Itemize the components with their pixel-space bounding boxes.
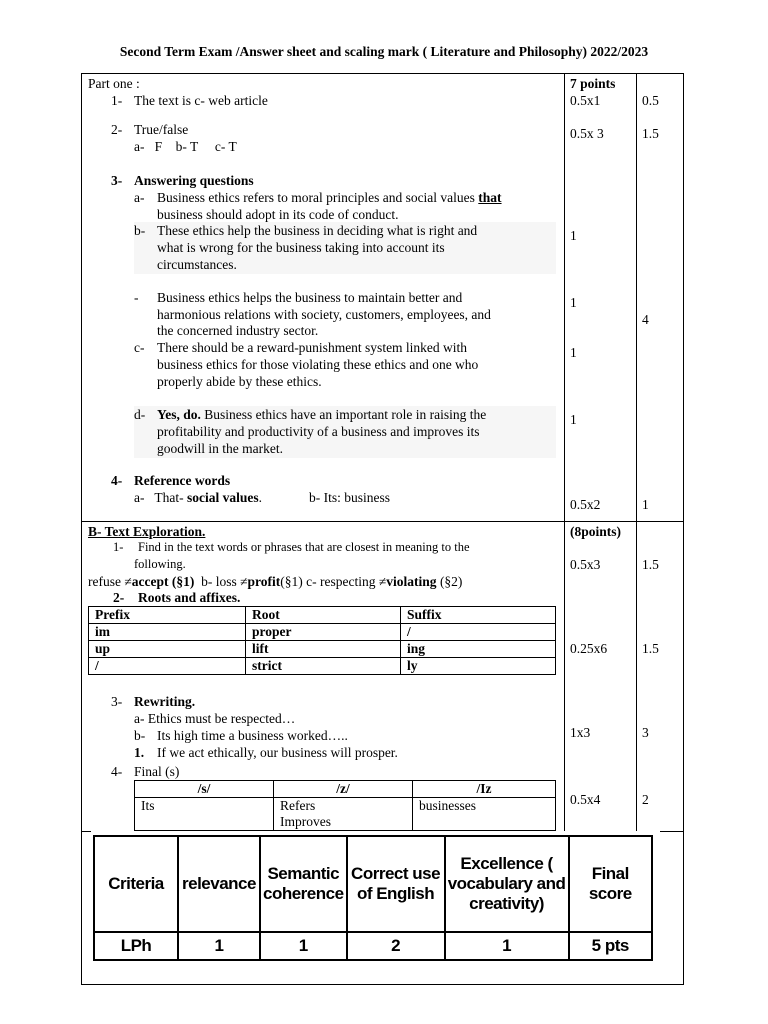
- q1-number: 1-: [111, 93, 123, 108]
- b3-b-number: b-: [134, 728, 146, 743]
- table-header-row: [89, 607, 556, 624]
- table-cell: proper: [246, 624, 401, 641]
- bottom-divider-left: [81, 831, 91, 832]
- q3c-line2: business ethics for those violating these ethics and one who: [157, 357, 479, 372]
- criteria-header-row: [94, 836, 652, 932]
- table-header-cell: Suffix: [401, 607, 556, 624]
- q3-dash-line1: Business ethics helps the business to maintain better and: [157, 290, 463, 305]
- q3b-line2: what is wrong for the business taking into account its: [157, 240, 445, 255]
- b3-number: 3-: [111, 694, 123, 709]
- criteria-cell: LPh: [94, 932, 178, 960]
- final-z-word-2: Improves: [280, 814, 331, 829]
- table-cell: /: [89, 658, 246, 675]
- roots-affixes-table: [88, 606, 556, 675]
- table-cell: strict: [246, 658, 401, 675]
- q1-answer: The text is c- web article: [134, 93, 268, 108]
- q3-mark: 4: [642, 312, 649, 327]
- part-one-points: 7 points: [570, 76, 616, 91]
- q3d-line1-text: Business ethics have an important role in raising the: [200, 407, 487, 422]
- criteria-header-cell: relevance: [178, 836, 260, 932]
- b2-number: 2-: [113, 590, 125, 605]
- b3-title: Rewriting.: [134, 694, 196, 709]
- q3c-number: c-: [134, 340, 145, 355]
- criteria-header-cell: Correct use of English: [347, 836, 445, 932]
- section-divider: [81, 521, 684, 522]
- table-header-cell: /Iz: [413, 781, 556, 798]
- b3-answer-c: If we act ethically, our business will prosper.: [157, 745, 398, 760]
- q4-mark: 1: [642, 497, 649, 512]
- q3-dash-line2: harmonious relations with society, customers, employees, and: [157, 307, 491, 322]
- q1-mark: 0.5: [642, 93, 659, 108]
- q1-scale: 0.5x1: [570, 93, 601, 108]
- q3a-line1-text: Business ethics refers to moral principles and social values: [157, 190, 479, 205]
- table-cell: ing: [401, 641, 556, 658]
- q3-dash-scale: 1: [570, 295, 577, 310]
- b1-part1: refuse ≠: [88, 574, 132, 589]
- part-b-title: B- Text Exploration.: [88, 524, 206, 539]
- q3a-line2: business should adopt in its code of conduct.: [157, 207, 399, 222]
- table-header-cell: /s/: [135, 781, 274, 798]
- q4a-prefix: a- That-: [134, 490, 187, 505]
- part-one-label: Part one :: [88, 76, 140, 91]
- q3d-scale: 1: [570, 412, 577, 427]
- b2-scale: 0.25x6: [570, 641, 608, 656]
- table-row: [89, 658, 556, 675]
- q3b-line3: circumstances.: [157, 257, 237, 272]
- q4-title: Reference words: [134, 473, 231, 488]
- q3-number: 3-: [111, 173, 123, 188]
- q4-number: 4-: [111, 473, 123, 488]
- table-header-cell: /z/: [274, 781, 413, 798]
- b2-mark: 1.5: [642, 641, 659, 656]
- b2-title: Roots and affixes.: [138, 590, 241, 605]
- q3b-number: b-: [134, 223, 146, 238]
- q3c-scale: 1: [570, 345, 577, 360]
- table-row: [135, 798, 556, 831]
- table-cell: lift: [246, 641, 401, 658]
- criteria-header-cell: Semantic coherence: [260, 836, 347, 932]
- q2-number: 2-: [111, 122, 123, 137]
- criteria-header-cell: Final score: [569, 836, 652, 932]
- b3-answer-a: a- Ethics must be respected…: [134, 711, 296, 726]
- b4-number: 4-: [111, 764, 123, 779]
- q3a-underlined-word: that: [478, 190, 502, 205]
- bottom-divider-right: [660, 831, 684, 832]
- b1-part5: (§1) c- respecting ≠: [280, 574, 387, 589]
- table-cell: /: [401, 624, 556, 641]
- b1-answers: [88, 573, 462, 590]
- table-cell: Its: [135, 798, 274, 831]
- criteria-cell: 2: [347, 932, 445, 960]
- q2-answers: a- F b- T c- T: [134, 139, 237, 154]
- b1-line1: Find in the text words or phrases that are closest in meaning to the: [138, 540, 470, 554]
- q2-title: True/false: [134, 122, 189, 137]
- column-divider-scale: [564, 73, 565, 831]
- b1-part3: b- loss ≠: [194, 574, 248, 589]
- b4-title: Final (s): [134, 764, 180, 779]
- q2-mark: 1.5: [642, 126, 659, 141]
- criteria-header-cell: Criteria: [94, 836, 178, 932]
- q3c-line1: There should be a reward-punishment system linked with: [157, 340, 468, 355]
- q3d-line3: goodwill in the market.: [157, 441, 283, 456]
- b3-scale: 1x3: [570, 725, 591, 740]
- criteria-cell: 1: [445, 932, 569, 960]
- q3c-line3: properly abide by these ethics.: [157, 374, 322, 389]
- q4a-suffix: .: [258, 490, 262, 505]
- b4-mark: 2: [642, 792, 649, 807]
- q3-dash-line3: the concerned industry sector.: [157, 323, 319, 338]
- table-cell: ly: [401, 658, 556, 675]
- part-b-points: (8points): [570, 524, 622, 539]
- q4a-bold: social values: [186, 490, 259, 505]
- b3-answer-b: Its high time a business worked…..: [157, 728, 348, 743]
- q3b-scale: 1: [570, 228, 577, 243]
- q3d-bold-answer: Yes, do.: [157, 407, 201, 422]
- b3-c-number: 1.: [134, 745, 145, 760]
- q3a-line1: [157, 189, 502, 206]
- table-row: [89, 624, 556, 641]
- table-row: [89, 641, 556, 658]
- q3a-number: a-: [134, 190, 145, 205]
- table-cell: [274, 798, 413, 831]
- q3-dash: -: [134, 290, 139, 305]
- criteria-score-row: [94, 932, 652, 960]
- b1-line2: following.: [134, 557, 186, 571]
- criteria-table: [93, 835, 653, 961]
- page-title: Second Term Exam /Answer sheet and scaling mark ( Literature and Philosophy) 2022/2023: [119, 44, 649, 59]
- q3-title: Answering questions: [134, 173, 254, 188]
- final-s-table: [134, 780, 556, 831]
- b1-part6: violating: [386, 574, 437, 589]
- b1-mark: 1.5: [642, 557, 659, 572]
- table-cell: businesses: [413, 798, 556, 831]
- table-cell: im: [89, 624, 246, 641]
- criteria-header-cell: Excellence ( vocabulary and creativity): [445, 836, 569, 932]
- table-header-row: [135, 781, 556, 798]
- q3b-line1: These ethics help the business in deciding what is right and: [157, 223, 478, 238]
- final-z-word-1: Refers: [280, 798, 316, 813]
- b1-part7: (§2): [436, 574, 463, 589]
- b1-part4: profit: [247, 574, 281, 589]
- q3d-line1: [157, 406, 486, 423]
- q2-scale: 0.5x 3: [570, 126, 604, 141]
- table-header-cell: Root: [246, 607, 401, 624]
- criteria-cell: 1: [178, 932, 260, 960]
- q3d-number: d-: [134, 407, 146, 422]
- q3d-line2: profitability and productivity of a business and improves its: [157, 424, 480, 439]
- q4-answer-b: b- Its: business: [309, 490, 390, 505]
- q4-scale: 0.5x2: [570, 497, 601, 512]
- criteria-cell: 1: [260, 932, 347, 960]
- table-cell: up: [89, 641, 246, 658]
- criteria-cell: 5 pts: [569, 932, 652, 960]
- b1-part2: accept (§1): [131, 574, 195, 589]
- b1-scale: 0.5x3: [570, 557, 601, 572]
- column-divider-mark: [636, 73, 637, 831]
- b1-number: 1-: [113, 540, 124, 554]
- b3-mark: 3: [642, 725, 649, 740]
- q4-answer-a: [134, 489, 262, 506]
- table-header-cell: Prefix: [89, 607, 246, 624]
- b4-scale: 0.5x4: [570, 792, 601, 807]
